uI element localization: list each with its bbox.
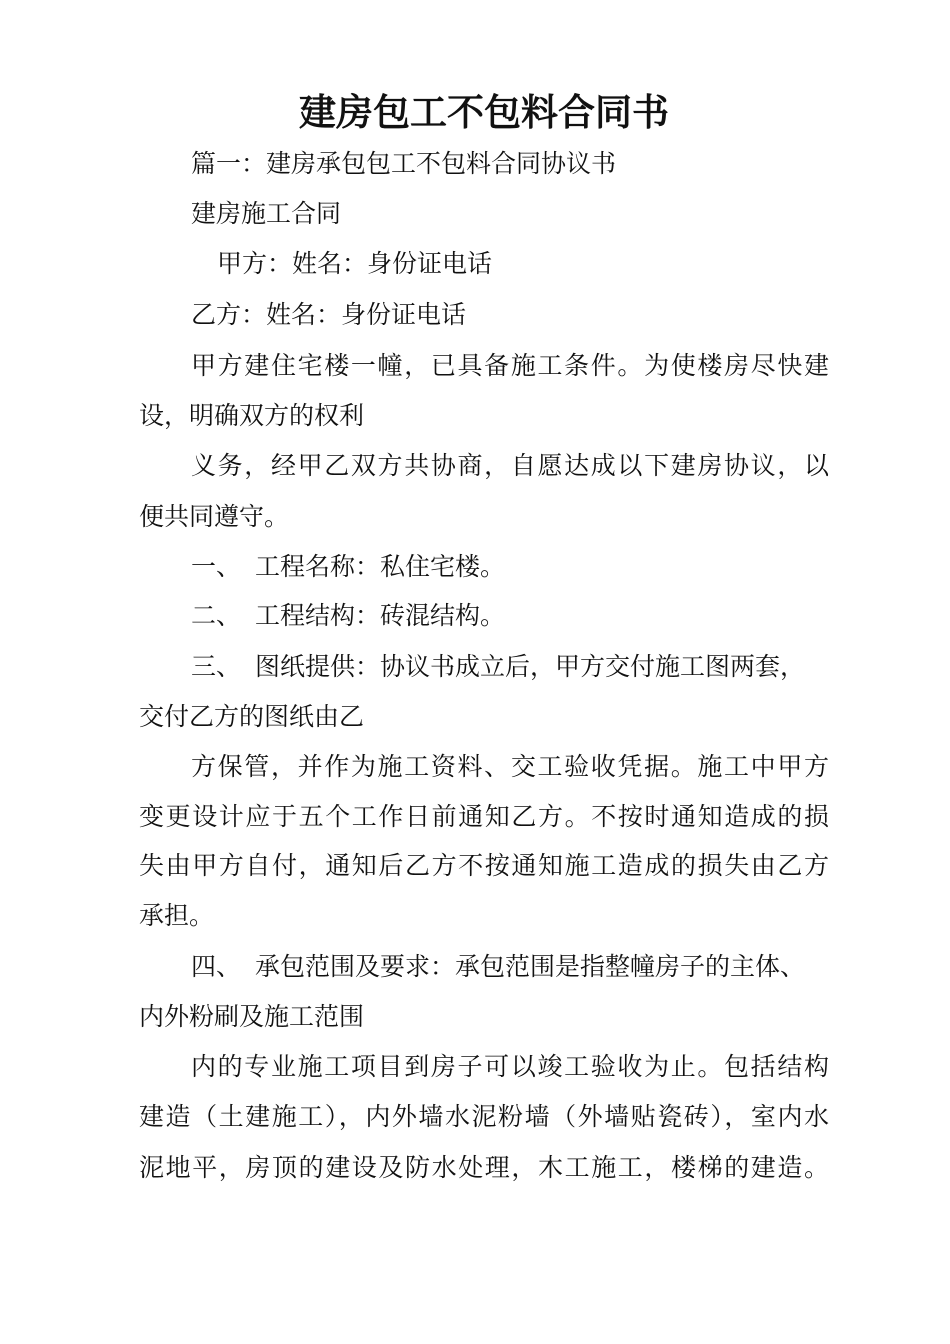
clause-text: 工程名称：私住宅楼。	[255, 552, 506, 581]
clause-number: 一、	[191, 552, 242, 581]
intro-line: 便共同遵守。	[139, 502, 290, 531]
clause-text-line: 方保管，并作为施工资料、交工验收凭据。施工中甲方	[191, 752, 829, 781]
party-a: 甲方：姓名：身份证电话	[217, 249, 493, 278]
clause-text-line: 承担。	[139, 901, 215, 930]
clause-number: 四、	[191, 952, 242, 981]
clause-number: 三、	[191, 652, 242, 681]
clause-text-line: 泥地平，房顶的建设及防水处理，木工施工，楼梯的建造。	[139, 1153, 829, 1182]
clause-3	[139, 650, 829, 684]
clause-text: 承包范围及要求：承包范围是指整幢房子的主体、	[255, 952, 806, 981]
contract-heading: 建房施工合同	[191, 199, 342, 228]
intro-line: 设，明确双方的权利	[139, 401, 365, 430]
intro-line: 甲方建住宅楼一幢，已具备施工条件。为使楼房尽快建	[191, 351, 829, 380]
party-b: 乙方：姓名：身份证电话	[191, 300, 467, 329]
document-title: 建房包工不包料合同书	[299, 90, 669, 134]
clause-text-line: 内外粉刷及施工范围	[139, 1002, 365, 1031]
clause-2	[139, 599, 829, 633]
clause-text-line: 建造（土建施工），内外墙水泥粉墙（外墙贴瓷砖），室内水	[139, 1102, 829, 1131]
clause-1	[139, 550, 829, 584]
intro-line: 义务，经甲乙双方共协商，自愿达成以下建房协议，以	[191, 451, 829, 480]
clause-text-line: 变更设计应于五个工作日前通知乙方。不按时通知造成的损	[139, 802, 829, 831]
clause-text-line: 交付乙方的图纸由乙	[139, 702, 365, 731]
clause-text: 工程结构：砖混结构。	[255, 601, 506, 630]
clause-text-line: 内的专业施工项目到房子可以竣工验收为止。包括结构	[191, 1052, 829, 1081]
clause-text: 图纸提供：协议书成立后，甲方交付施工图两套，	[255, 652, 806, 681]
clause-text-line: 失由甲方自付，通知后乙方不按通知施工造成的损失由乙方	[139, 851, 829, 880]
clause-4	[139, 950, 829, 984]
subtitle: 篇一：建房承包包工不包料合同协议书	[191, 149, 617, 178]
clause-number: 二、	[191, 601, 242, 630]
